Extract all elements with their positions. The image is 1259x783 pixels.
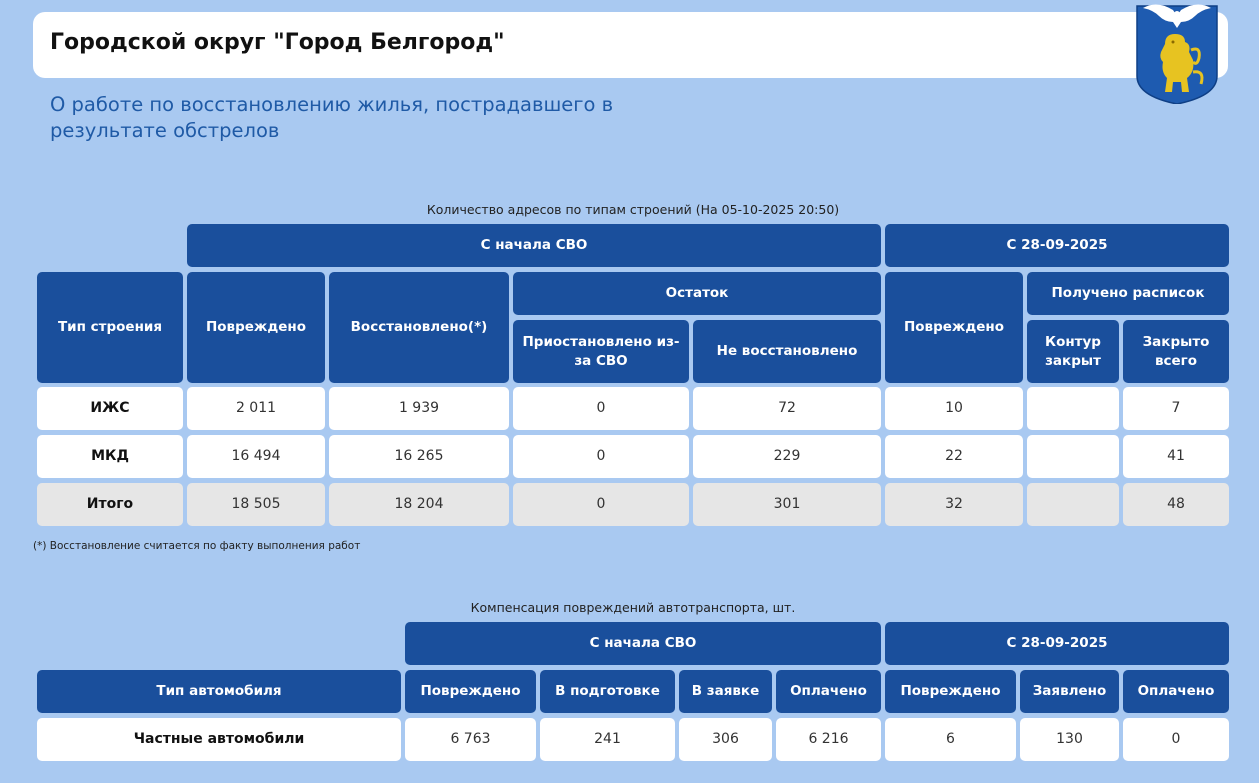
housing-col-restored: Восстановлено(*) [329, 272, 509, 383]
table-cell: 2 011 [187, 387, 325, 430]
housing-col-damaged-recent: Повреждено [885, 272, 1023, 383]
table-cell: 229 [693, 435, 881, 478]
table-cell: 301 [693, 483, 881, 526]
table-cell: 6 763 [405, 718, 536, 761]
vehicles-caption: Компенсация повреждений автотранспорта, шт. [470, 600, 796, 615]
table-cell: 1 939 [329, 387, 509, 430]
table-cell: 0 [513, 483, 689, 526]
table-cell: 32 [885, 483, 1023, 526]
housing-group-receipts: Получено расписок [1027, 272, 1229, 315]
table-cell: 6 [885, 718, 1016, 761]
table-row-label: Итого [37, 483, 183, 526]
vehicles-col-damaged-recent: Повреждено [885, 670, 1016, 713]
housing-group-since-date: С 28-09-2025 [885, 224, 1229, 267]
table-cell: 18 505 [187, 483, 325, 526]
table-cell: 0 [513, 435, 689, 478]
table-cell: 10 [885, 387, 1023, 430]
housing-group-remainder: Остаток [513, 272, 881, 315]
vehicles-group-since-svo: С начала СВО [405, 622, 881, 665]
table-cell: 72 [693, 387, 881, 430]
housing-col-closed-total: Закрыто всего [1123, 320, 1229, 383]
housing-col-type: Тип строения [37, 272, 183, 383]
housing-col-damaged: Повреждено [187, 272, 325, 383]
page-subtitle: О работе по восстановлению жилья, пострадавшего в результате обстрелов [50, 93, 614, 142]
table-cell: 41 [1123, 435, 1229, 478]
housing-caption: Количество адресов по типам строений (На 05-10-2025 20:50) [426, 202, 840, 217]
table-cell: 18 204 [329, 483, 509, 526]
vehicles-col-declared: Заявлено [1020, 670, 1119, 713]
housing-col-contour-closed: Контур закрыт [1027, 320, 1119, 383]
table-cell: 16 494 [187, 435, 325, 478]
table-row-label: Частные автомобили [37, 718, 401, 761]
table-cell: 241 [540, 718, 675, 761]
table-row-label: МКД [37, 435, 183, 478]
housing-col-suspended: Приостановлено из-за СВО [513, 320, 689, 383]
table-cell: 6 216 [776, 718, 881, 761]
page-title: Городской округ "Город Белгород" [50, 30, 505, 55]
vehicles-col-requested: В заявке [679, 670, 772, 713]
housing-col-not-restored: Не восстановлено [693, 320, 881, 383]
table-cell [1027, 435, 1119, 478]
table-cell [1027, 387, 1119, 430]
housing-footnote: (*) Восстановление считается по факту выполнения работ [33, 540, 361, 552]
table-cell [1027, 483, 1119, 526]
table-cell: 0 [1123, 718, 1229, 761]
vehicles-col-damaged: Повреждено [405, 670, 536, 713]
table-cell: 130 [1020, 718, 1119, 761]
vehicles-col-paid-recent: Оплачено [1123, 670, 1229, 713]
table-cell: 48 [1123, 483, 1229, 526]
table-cell: 22 [885, 435, 1023, 478]
vehicles-group-since-date: С 28-09-2025 [885, 622, 1229, 665]
table-cell: 0 [513, 387, 689, 430]
table-cell: 16 265 [329, 435, 509, 478]
table-cell: 7 [1123, 387, 1229, 430]
table-row-label: ИЖС [37, 387, 183, 430]
table-cell: 306 [679, 718, 772, 761]
belgorod-coat-of-arms-icon [1135, 0, 1219, 104]
vehicles-col-preparing: В подготовке [540, 670, 675, 713]
housing-group-since-svo: С начала СВО [187, 224, 881, 267]
vehicles-col-type: Тип автомобиля [37, 670, 401, 713]
vehicles-col-paid: Оплачено [776, 670, 881, 713]
